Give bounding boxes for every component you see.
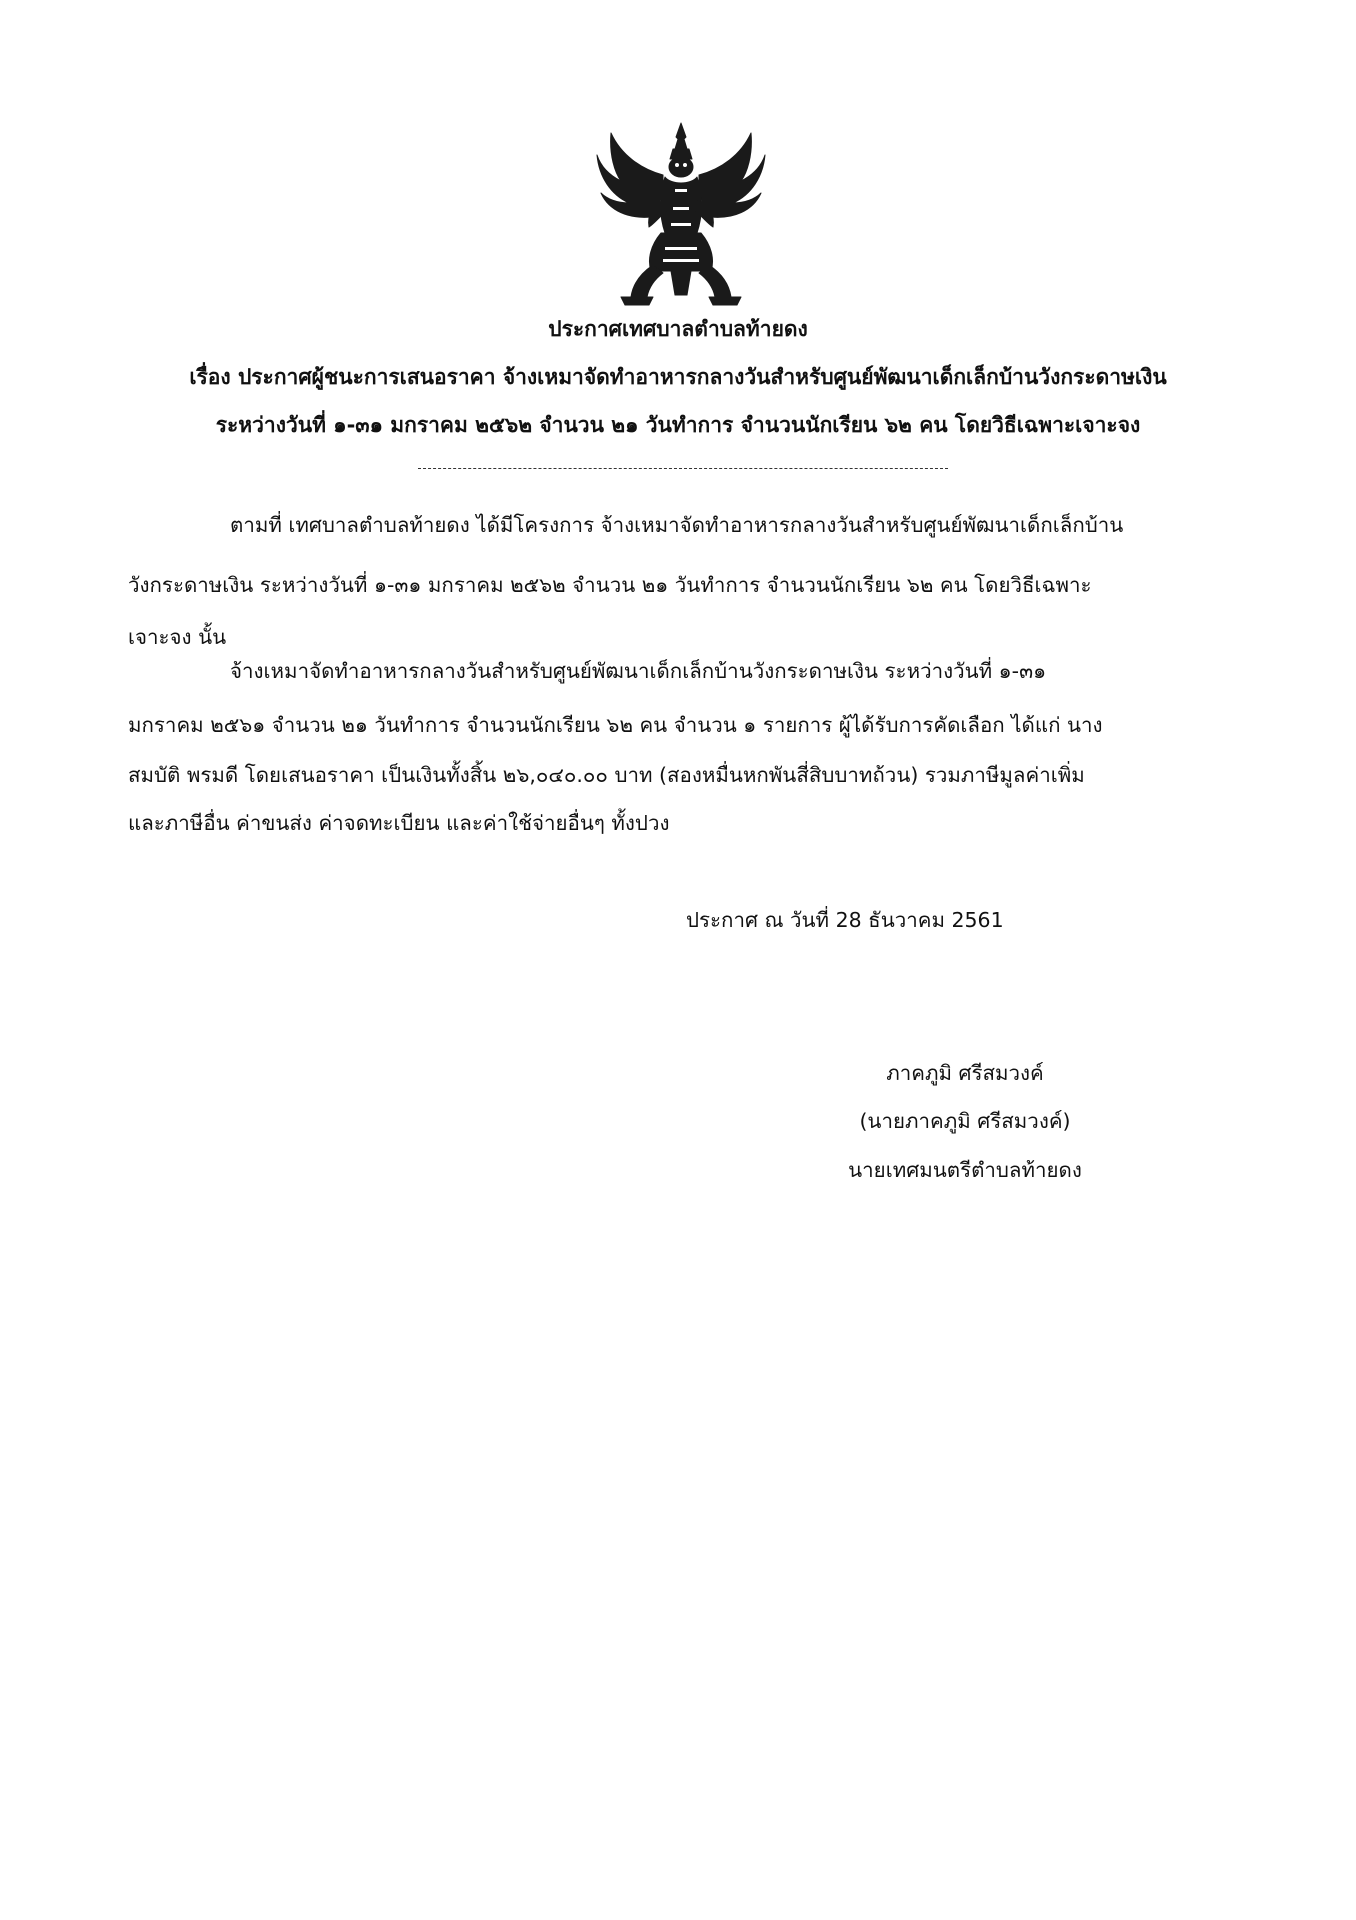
paragraph-2-line-4: และภาษีอื่น ค่าขนส่ง ค่าจดทะเบียน และค่าใช้จ่ายอื่นๆ ทั้งปวง (128, 811, 670, 835)
agency-heading: ประกาศเทศบาลตำบลท้ายดง (548, 317, 808, 341)
paragraph-1-line-1: ตามที่ เทศบาลตำบลท้ายดง ได้มีโครงการ จ้างเหมาจัดทำอาหารกลางวันสำหรับศูนย์พัฒนาเด็กเล็กบ้าน (230, 513, 1124, 537)
paragraph-1-line-2: วังกระดาษเงิน ระหว่างวันที่ ๑-๓๑ มกราคม ๒๕๖๒ จำนวน ๒๑ วันทำการ จำนวนนักเรียน ๖๒ คน โดยวิธีเฉพาะ (128, 573, 1092, 597)
signatory-name: ภาคภูมิ ศรีสมวงค์ (886, 1061, 1044, 1085)
announcement-dateline: ประกาศ ณ วันที่ 28 ธันวาคม 2561 (686, 908, 1004, 932)
paragraph-2-line-3: สมบัติ พรมดี โดยเสนอราคา เป็นเงินทั้งสิ้น ๒๖,๐๔๐.๐๐ บาท (สองหมื่นหกพันสี่สิบบาทถ้วน) รวมภาษีมูลค่าเพิ่ม (128, 763, 1085, 787)
garuda-emblem-icon (591, 115, 771, 315)
subject-line-1: เรื่อง ประกาศผู้ชนะการเสนอราคา จ้างเหมาจัดทำอาหารกลางวันสำหรับศูนย์พัฒนาเด็กเล็กบ้านวังกระดาษเงิน (189, 365, 1167, 389)
paragraph-1-line-3: เจาะจง นั้น (128, 625, 227, 649)
signatory-full-name: (นายภาคภูมิ ศรีสมวงค์) (859, 1109, 1071, 1133)
dashed-divider (418, 468, 948, 469)
signatory-position: นายเทศมนตรีตำบลท้ายดง (848, 1158, 1082, 1182)
paragraph-2-line-2: มกราคม ๒๕๖๑ จำนวน ๒๑ วันทำการ จำนวนนักเรียน ๖๒ คน จำนวน ๑ รายการ ผู้ได้รับการคัดเลือก ได้แก่ นาง (128, 713, 1103, 737)
subject-line-2: ระหว่างวันที่ ๑-๓๑ มกราคม ๒๕๖๒ จำนวน ๒๑ วันทำการ จำนวนนักเรียน ๖๒ คน โดยวิธีเฉพาะเจาะจง (215, 413, 1141, 437)
paragraph-2-line-1: จ้างเหมาจัดทำอาหารกลางวันสำหรับศูนย์พัฒนาเด็กเล็กบ้านวังกระดาษเงิน ระหว่างวันที่ ๑-๓๑ (230, 659, 1047, 683)
